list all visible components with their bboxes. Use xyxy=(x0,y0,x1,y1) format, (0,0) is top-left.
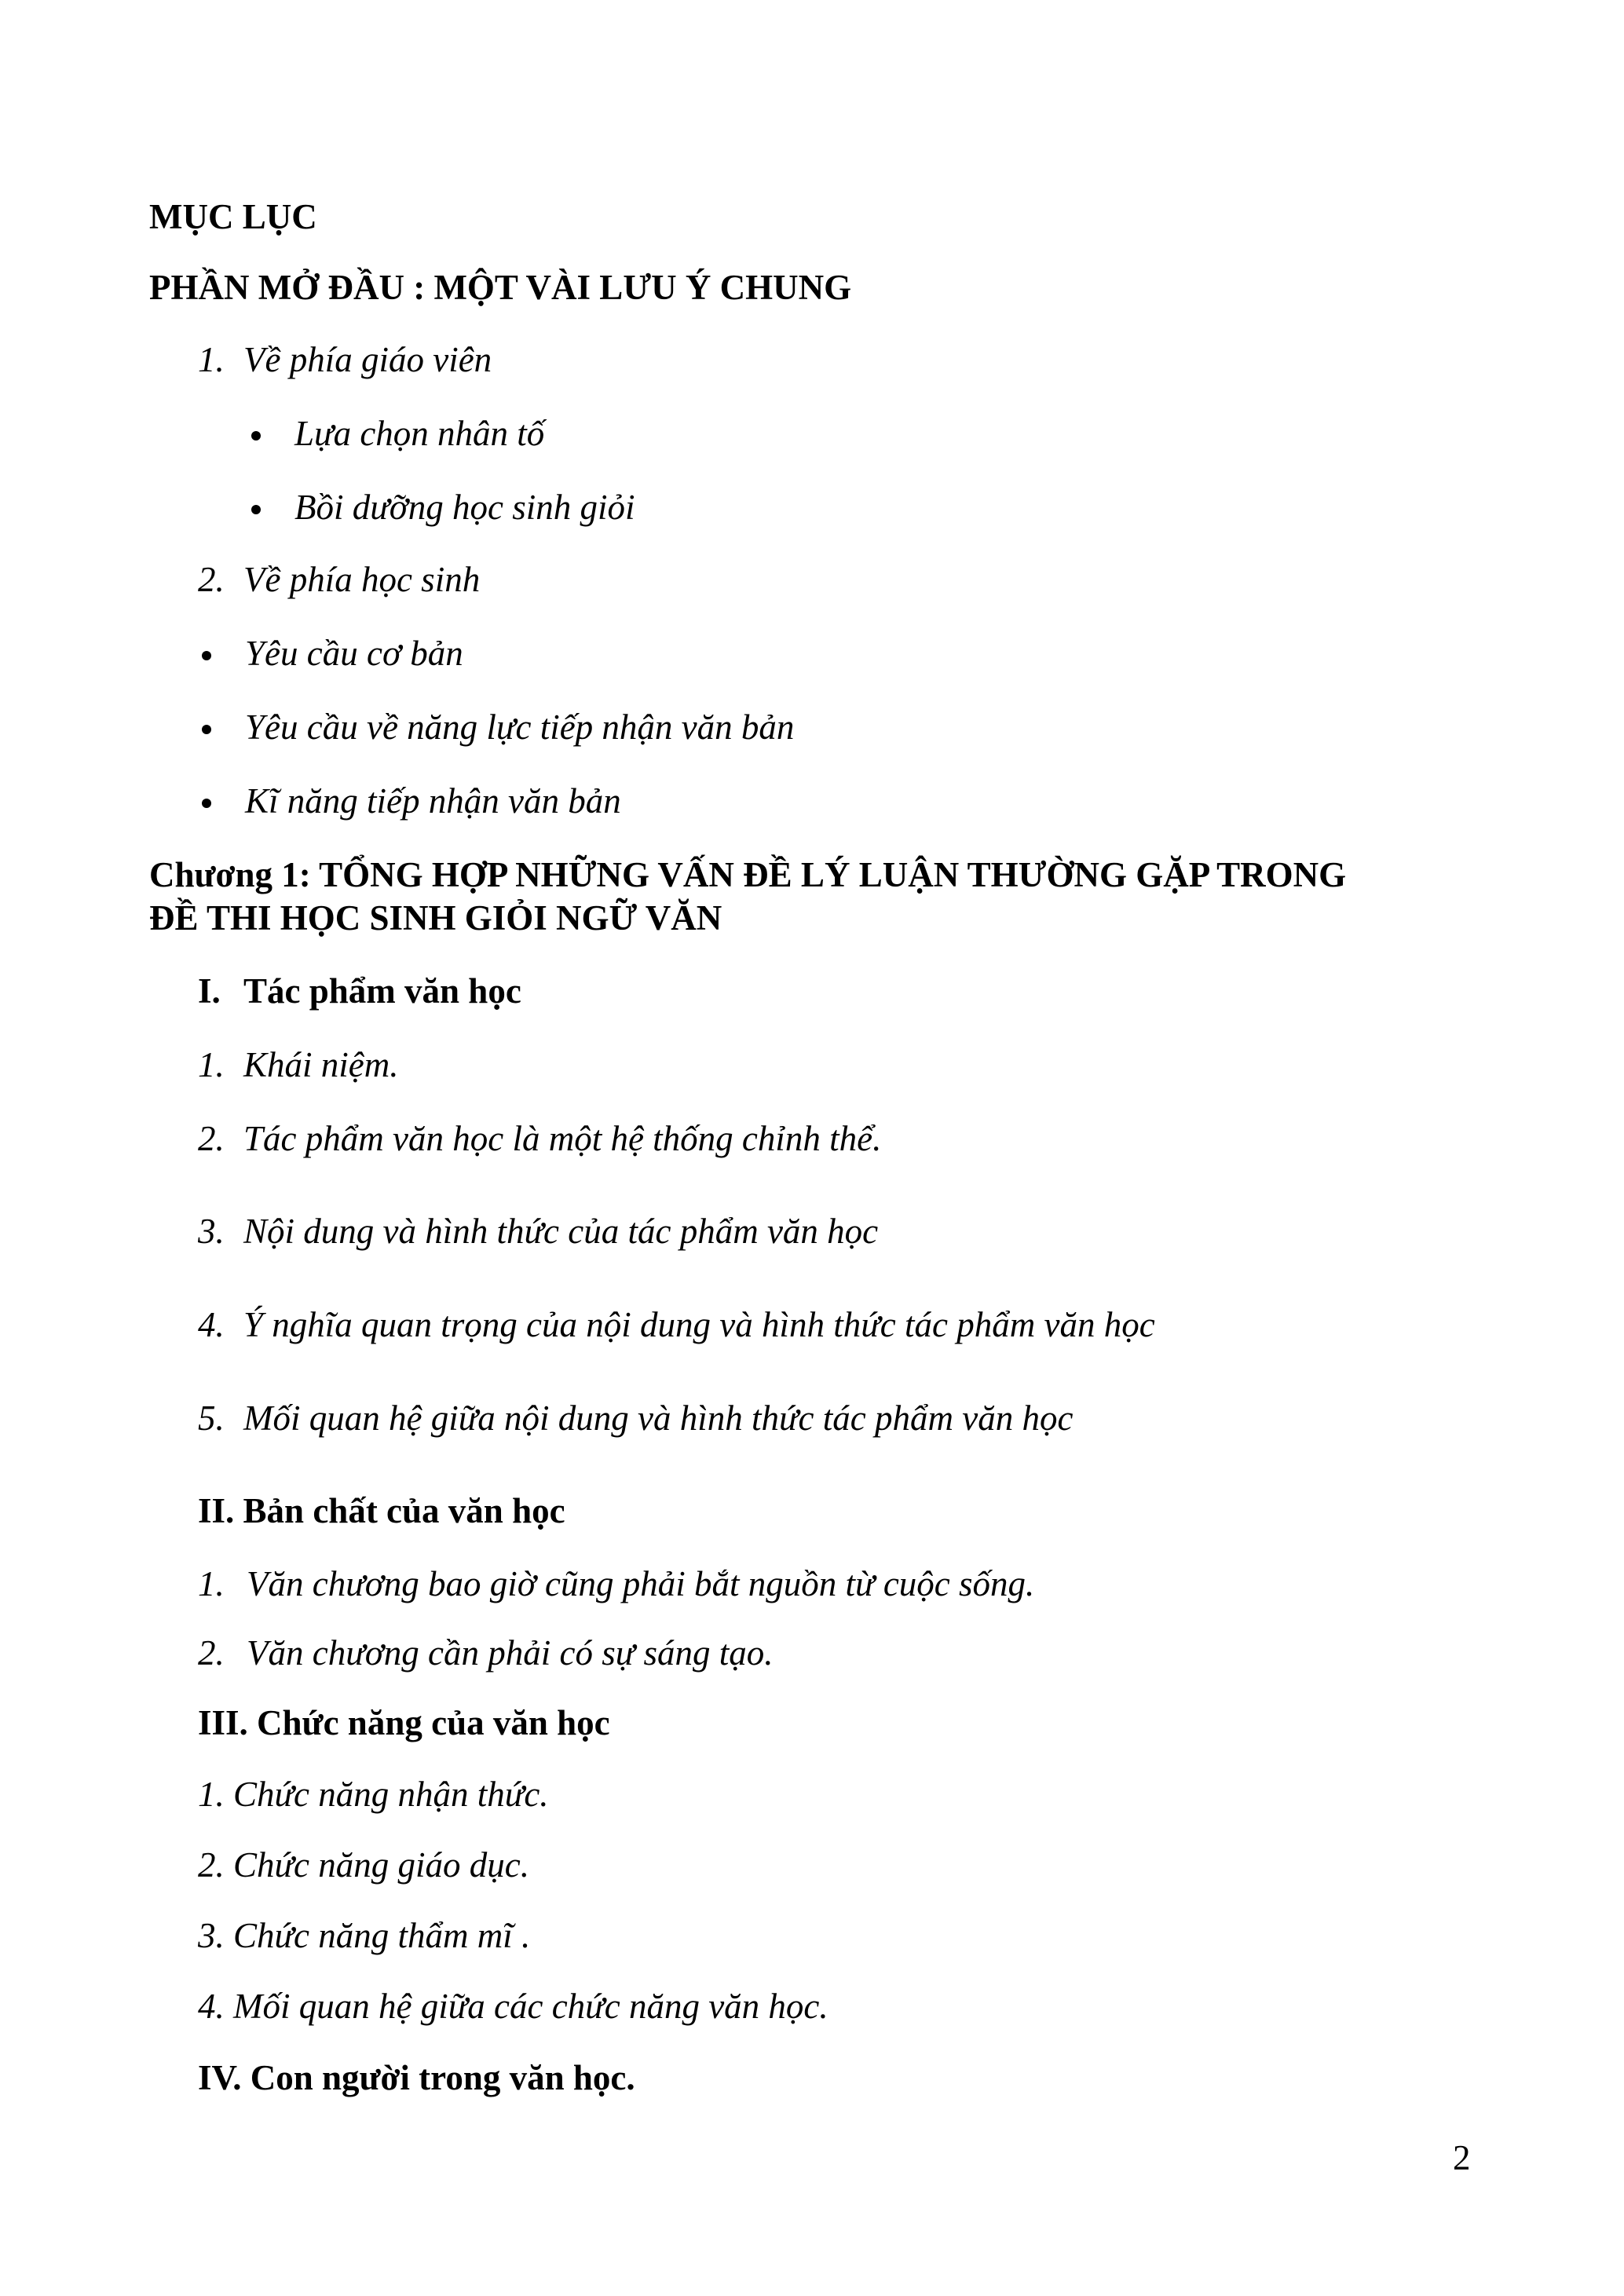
item-text: Tác phẩm văn học là một hệ thống chỉnh thể. xyxy=(243,1119,882,1158)
section-1-num: I. xyxy=(198,971,221,1011)
section-1-item xyxy=(198,1211,878,1252)
bullet-icon xyxy=(251,431,261,441)
chapter-1-heading-line1: Chương 1: TỔNG HỢP NHỮNG VẤN ĐỀ LÝ LUẬN THƯỜNG GẶP TRONG xyxy=(149,855,1347,894)
section-2-item xyxy=(198,1632,774,1673)
teacher-num: 1. xyxy=(198,340,225,379)
chapter-1-heading-line2: ĐỀ THI HỌC SINH GIỎI NGỮ VĂN xyxy=(149,898,722,938)
item-num: 2. xyxy=(198,1119,225,1158)
item-text: Khái niệm. xyxy=(243,1045,399,1084)
bullet-icon xyxy=(202,799,211,808)
item-text: Nội dung và hình thức của tác phẩm văn học xyxy=(243,1212,879,1251)
section-1-item xyxy=(198,1044,399,1085)
section-1-heading xyxy=(198,971,521,1011)
teacher-subitem: Lựa chọn nhân tố xyxy=(294,414,545,453)
section-3-item: 1. Chức năng nhận thức. xyxy=(198,1775,549,1814)
section-1-title: Tác phẩm văn học xyxy=(243,971,521,1011)
section-4-heading: IV. Con người trong văn học. xyxy=(198,2058,635,2097)
section-3-item: 2. Chức năng giáo dục. xyxy=(198,1845,530,1885)
student-num: 2. xyxy=(198,560,225,599)
section-1-item xyxy=(198,1304,1155,1345)
teacher-item xyxy=(198,339,492,380)
section-2-heading: II. Bản chất của văn học xyxy=(198,1491,565,1530)
page-number: 2 xyxy=(1453,2138,1471,2177)
item-num: 3. xyxy=(198,1212,225,1251)
student-text: Về phía học sinh xyxy=(243,560,481,599)
item-num: 2. xyxy=(198,1633,225,1673)
section-3-item: 3. Chức năng thẩm mĩ . xyxy=(198,1916,531,1955)
section-3-item: 4. Mối quan hệ giữa các chức năng văn học. xyxy=(198,1987,828,2026)
bullet-icon xyxy=(251,505,261,514)
section-2-item xyxy=(198,1563,1034,1604)
bullet-icon xyxy=(202,651,211,660)
item-text: Mối quan hệ giữa nội dung và hình thức tác phẩm văn học xyxy=(243,1398,1074,1438)
item-text: Văn chương bao giờ cũng phải bắt nguồn từ cuộc sống. xyxy=(247,1564,1035,1603)
student-item xyxy=(198,559,480,600)
student-subitem: Yêu cầu về năng lực tiếp nhận văn bản xyxy=(245,707,795,747)
section-1-item xyxy=(198,1398,1073,1439)
bullet-icon xyxy=(202,725,211,734)
toc-title: MỤC LỤC xyxy=(149,197,317,236)
item-text: Ý nghĩa quan trọng của nội dung và hình thức tác phẩm văn học xyxy=(243,1305,1155,1344)
item-num: 5. xyxy=(198,1398,225,1438)
student-subitem: Yêu cầu cơ bản xyxy=(245,634,463,673)
teacher-subitem: Bồi dưỡng học sinh giỏi xyxy=(294,488,635,527)
part-intro-heading: PHẦN MỞ ĐẦU : MỘT VÀI LƯU Ý CHUNG xyxy=(149,268,852,307)
section-1-item xyxy=(198,1118,881,1159)
item-text: Văn chương cần phải có sự sáng tạo. xyxy=(247,1633,774,1673)
item-num: 1. xyxy=(198,1564,225,1603)
item-num: 4. xyxy=(198,1305,225,1344)
item-num: 1. xyxy=(198,1045,225,1084)
student-subitem: Kĩ năng tiếp nhận văn bản xyxy=(245,781,621,821)
teacher-text: Về phía giáo viên xyxy=(243,340,492,379)
section-3-heading: III. Chức năng của văn học xyxy=(198,1703,610,1742)
